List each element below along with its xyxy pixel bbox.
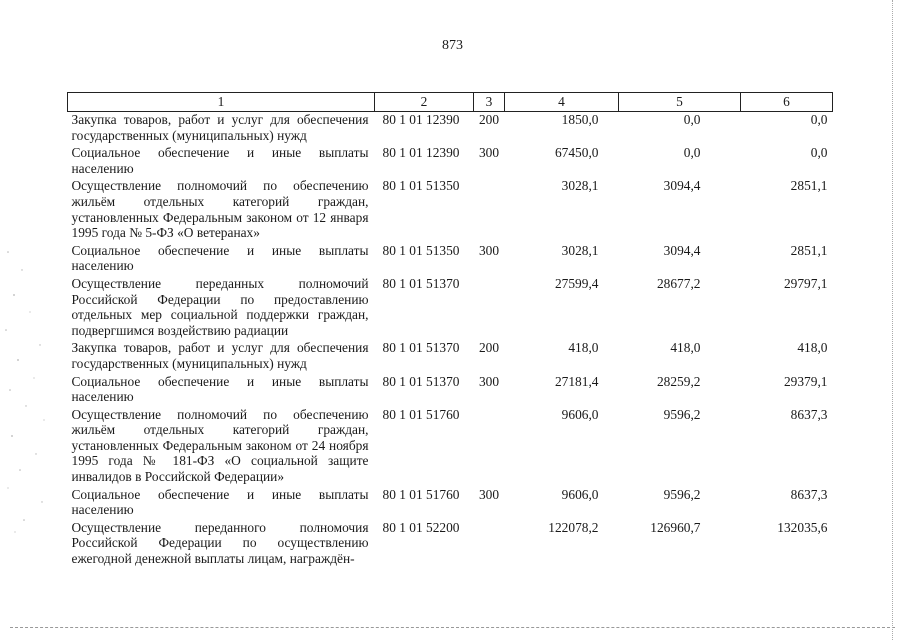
row-value-col6: 132035,6 <box>777 519 828 535</box>
row-value-col5: 28259,2 <box>656 373 701 389</box>
scan-noise <box>0 240 55 540</box>
row-value-col5: 3094,4 <box>663 178 701 194</box>
row-code: 80 1 01 51370 <box>382 340 460 356</box>
row-name: Социальное обеспечение и иные выплаты населению <box>71 486 369 518</box>
row-value-col6: 2851,1 <box>790 242 828 258</box>
page-number: 873 <box>442 38 463 53</box>
table-row <box>68 407 833 487</box>
row-value-col6: 2851,1 <box>790 178 828 194</box>
table-row <box>68 112 833 146</box>
table-row <box>68 374 833 407</box>
table-row <box>68 243 833 276</box>
row-code: 80 1 01 51350 <box>382 178 460 194</box>
row-value-col5: 418,0 <box>670 340 701 356</box>
row-value-col6: 0,0 <box>810 112 828 127</box>
row-expense-type: 300 <box>478 242 500 258</box>
row-expense-type: 300 <box>478 373 500 389</box>
row-value-col6: 0,0 <box>810 145 828 161</box>
row-code: 80 1 01 52200 <box>382 519 460 535</box>
row-value-col5: 126960,7 <box>650 519 701 535</box>
row-expense-type: 300 <box>478 145 500 161</box>
row-value-col4: 27181,4 <box>554 373 599 389</box>
table-row <box>68 276 833 340</box>
table-row <box>68 340 833 373</box>
table-row <box>68 145 833 178</box>
row-value-col5: 9596,2 <box>663 406 701 422</box>
table-row <box>68 487 833 520</box>
row-expense-type: 200 <box>478 112 500 127</box>
row-code: 80 1 01 12390 <box>382 145 460 161</box>
row-value-col6: 418,0 <box>797 340 828 356</box>
row-code: 80 1 01 51760 <box>382 406 460 422</box>
row-value-col5: 0,0 <box>683 145 701 161</box>
table-row <box>68 520 833 569</box>
column-header-3: 3 <box>474 93 505 112</box>
row-name: Социальное обеспечение и иные выплаты населению <box>71 373 369 405</box>
column-header-6: 6 <box>741 93 833 112</box>
row-expense-type <box>474 520 505 569</box>
row-value-col5: 0,0 <box>683 112 701 127</box>
row-name: Закупка товаров, работ и услуг для обеспечения государственных (муниципальных) нужд <box>71 112 369 143</box>
row-name: Осуществление полномочий по обеспечению жильём отдельных категорий граждан, установленных Федеральным законом от 24 ноября 1995 года № 181-ФЗ «О социальной защите инвалидов в Российской Федерации» <box>71 406 369 485</box>
row-name: Осуществление полномочий по обеспечению жильём отдельных категорий граждан, установленных Федеральным законом от 12 января 1995 года № 5-ФЗ «О ветеранах» <box>71 178 369 241</box>
row-value-col4: 9606,0 <box>561 486 599 502</box>
row-value-col6: 29379,1 <box>783 373 828 389</box>
row-expense-type <box>474 276 505 340</box>
row-expense-type: 300 <box>478 486 500 502</box>
row-value-col4: 1850,0 <box>561 112 599 127</box>
row-value-col6: 8637,3 <box>790 486 828 502</box>
budget-table <box>67 92 833 569</box>
row-value-col6: 8637,3 <box>790 406 828 422</box>
row-value-col4: 418,0 <box>568 340 599 356</box>
row-value-col4: 3028,1 <box>561 242 599 258</box>
table-row <box>68 178 833 242</box>
row-value-col5: 28677,2 <box>656 275 701 291</box>
column-header-4: 4 <box>505 93 619 112</box>
row-value-col5: 9596,2 <box>663 486 701 502</box>
scan-bottom-edge <box>10 627 895 628</box>
row-code: 80 1 01 12390 <box>382 112 460 127</box>
row-expense-type: 200 <box>478 340 500 356</box>
row-code: 80 1 01 51370 <box>382 275 460 291</box>
row-value-col6: 29797,1 <box>783 275 828 291</box>
table-header-row <box>68 93 833 112</box>
row-code: 80 1 01 51370 <box>382 373 460 389</box>
row-value-col4: 122078,2 <box>548 519 599 535</box>
row-expense-type <box>474 407 505 487</box>
column-header-2: 2 <box>375 93 474 112</box>
scan-right-edge <box>892 0 893 640</box>
row-name: Осуществление переданных полномочий Российской Федерации по предоставлению отдельных мер социальной поддержки граждан, подвергшимся воздействию радиации <box>71 275 369 338</box>
row-name: Осуществление переданного полномочия Российской Федерации по осуществлению ежегодной денежной выплаты лицам, награждён- <box>71 519 369 567</box>
row-code: 80 1 01 51760 <box>382 486 460 502</box>
row-value-col4: 67450,0 <box>554 145 599 161</box>
column-header-5: 5 <box>619 93 741 112</box>
row-value-col4: 9606,0 <box>561 406 599 422</box>
column-header-1: 1 <box>68 93 375 112</box>
row-value-col5: 3094,4 <box>663 242 701 258</box>
row-code: 80 1 01 51350 <box>382 242 460 258</box>
row-value-col4: 27599,4 <box>554 275 599 291</box>
row-name: Социальное обеспечение и иные выплаты населению <box>71 242 369 274</box>
row-name: Социальное обеспечение и иные выплаты населению <box>71 145 369 176</box>
row-value-col4: 3028,1 <box>561 178 599 194</box>
row-name: Закупка товаров, работ и услуг для обеспечения государственных (муниципальных) нужд <box>71 340 369 371</box>
row-expense-type <box>474 178 505 242</box>
